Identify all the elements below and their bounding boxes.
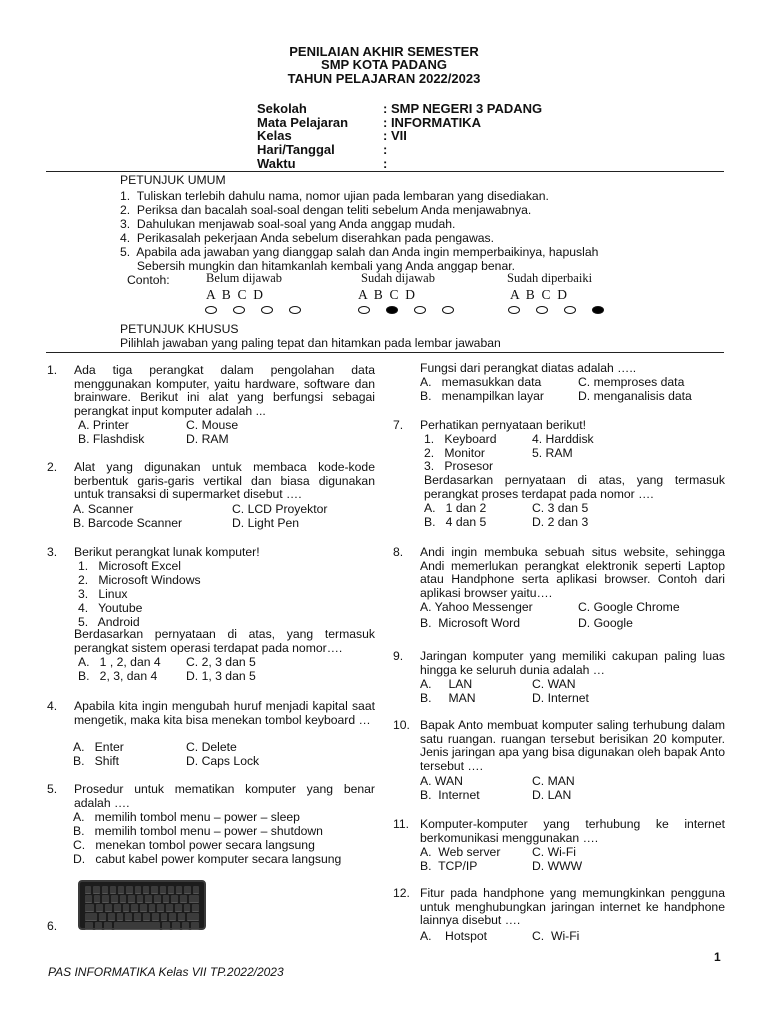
option-b: B. Barcode Scanner — [73, 516, 183, 530]
question-7 — [393, 419, 727, 533]
question-number: 8. — [393, 545, 404, 559]
list-item: 1. Microsoft Excel — [78, 559, 181, 573]
time-label: Waktu — [257, 156, 296, 171]
example-unanswered-bubbles — [205, 306, 301, 314]
option-c: C. 2, 3 dan 5 — [186, 655, 256, 669]
class-label: Kelas — [257, 128, 292, 143]
example-answered-letters: A B C D — [358, 287, 416, 302]
option-c: C. Google Chrome — [578, 600, 680, 614]
answer-bubble-filled — [386, 306, 398, 314]
option-b: B. memilih tombol menu – power – shutdown — [73, 824, 323, 838]
question-4 — [47, 700, 377, 772]
option-b: B. MAN — [420, 691, 476, 705]
answer-bubble — [358, 306, 370, 314]
option-d: D. Caps Lock — [186, 754, 260, 768]
option-d: D. 1, 3 dan 5 — [186, 669, 256, 683]
list-item: 3. Prosesor — [424, 459, 494, 473]
option-b: B. TCP/IP — [420, 859, 478, 873]
option-a: A. Yahoo Messenger — [420, 600, 533, 614]
option-b: B. 4 dan 5 — [424, 515, 487, 529]
instruction-item: 5. Apabila ada jawaban yang dianggap salah dan Anda ingin memperbaikinya, hapuslah — [120, 245, 599, 259]
list-item: 2. Monitor — [424, 446, 485, 460]
question-text: Berdasarkan pernyataan di atas, yang termasuk perangkat proses terdapat pada nomor …. — [424, 473, 725, 501]
option-c: C. WAN — [532, 677, 576, 691]
question-number: 10. — [393, 718, 410, 732]
question-text: Fitur pada handphone yang memungkinkan pengguna untuk menghubungkan jaringan internet ke handphone lainnya disebut …. — [420, 886, 725, 927]
page-number: 1 — [714, 950, 721, 964]
example-corrected-letters: A B C D — [510, 287, 568, 302]
exam-title: PENILAIAN AKHIR SEMESTER — [289, 44, 479, 59]
answer-bubble-filled — [592, 306, 604, 314]
question-text: Andi ingin membuka sebuah situs website, sehingga Andi memerlukan perangkat elektronik seperti Laptop atau Handphone serta aplikasi browser. Contoh dari aplikasi browser yaitu…. — [420, 545, 725, 600]
question-5 — [47, 783, 377, 869]
example-corrected-title: Sudah diperbaiki — [507, 271, 593, 285]
instruction-item: 2. Periksa dan bacalah soal-soal dengan teliti sebelum Anda menjawabnya. — [120, 203, 532, 217]
option-c: C. menekan tombol power secara langsung — [73, 838, 315, 852]
question-text: Perhatikan pernyataan berikut! — [420, 418, 586, 432]
question-text: Fungsi dari perangkat diatas adalah ….. — [420, 361, 637, 375]
school-label: Sekolah — [257, 101, 307, 116]
question-3 — [47, 546, 377, 686]
option-a: A. 1 , 2, dan 4 — [78, 655, 161, 669]
question-6-number: 6. — [47, 919, 58, 933]
question-number: 11. — [393, 817, 410, 831]
question-6 — [393, 362, 727, 406]
option-a: A. memasukkan data — [420, 375, 542, 389]
option-b: B. Microsoft Word — [420, 616, 521, 630]
example-answered-title: Sudah dijawab — [361, 271, 435, 285]
question-number: 12. — [393, 886, 410, 900]
keyboard-image — [78, 880, 206, 930]
footer-text: PAS INFORMATIKA Kelas VII TP.2022/2023 — [48, 965, 284, 979]
option-a: A. WAN — [420, 774, 463, 788]
question-number: 4. — [47, 699, 58, 713]
example-label: Contoh: — [127, 273, 170, 287]
option-a: A. Web server — [420, 845, 501, 859]
option-c: C. LCD Proyektor — [232, 502, 328, 516]
option-c: C. Wi-Fi — [532, 845, 576, 859]
general-instructions-title: PETUNJUK UMUM — [120, 173, 226, 187]
option-d: D. Google — [578, 616, 633, 630]
specific-instructions-title: PETUNJUK KHUSUS — [120, 322, 239, 336]
example-unanswered-title: Belum dijawab — [206, 271, 283, 285]
school-name: SMP KOTA PADANG — [321, 57, 447, 72]
question-text: Prosedur untuk mematikan komputer yang benar adalah …. — [74, 782, 375, 810]
option-a: A. Printer — [78, 418, 129, 432]
option-b: B. Internet — [420, 788, 480, 802]
option-d: D. menganalisis data — [578, 389, 692, 403]
question-1 — [47, 364, 377, 448]
question-text: Apabila kita ingin mengubah huruf menjadi kapital saat mengetik, maka kita bisa menekan tombol keyboard … — [74, 699, 375, 727]
answer-bubble — [289, 306, 301, 314]
school-value: : SMP NEGERI 3 PADANG — [383, 101, 543, 116]
example-corrected-bubbles — [508, 306, 604, 314]
question-text: Bapak Anto membuat komputer saling terhubung dalam satu ruangan. ruangan tersebut berisikan 20 komputer. Jenis jaringan apa yang bisa digunakan oleh bapak Anto tersebut …. — [420, 718, 725, 773]
question-text: Berdasarkan pernyataan di atas, yang termasuk perangkat sistem operasi terdapat pada nomor…. — [74, 627, 375, 655]
answer-bubble — [536, 306, 548, 314]
header-divider — [46, 171, 724, 172]
option-d: D. cabut kabel power komputer secara langsung — [73, 852, 342, 866]
option-d: D. 2 dan 3 — [532, 515, 589, 529]
question-number: 2. — [47, 460, 58, 474]
option-d: D. LAN — [532, 788, 572, 802]
question-11 — [393, 818, 727, 874]
option-b: B. 2, 3, dan 4 — [78, 669, 158, 683]
academic-year: TAHUN PELAJARAN 2022/2023 — [287, 71, 481, 86]
time-value: : — [383, 156, 388, 171]
question-text: Jaringan komputer yang memiliki cakupan paling luas hingga ke seluruh dunia adalah … — [420, 649, 725, 677]
list-item: 4. Harddisk — [532, 432, 594, 446]
option-c: C. Wi-Fi — [532, 929, 580, 943]
answer-bubble — [564, 306, 576, 314]
option-a: A. LAN — [420, 677, 473, 691]
question-number: 1. — [47, 363, 58, 377]
question-text: Alat yang digunakan untuk membaca kode-kode berbentuk garis-garis vertikal dan biasa digunakan untuk transaksi di supermarket disebut …. — [74, 460, 375, 501]
option-a: A. Hotspot — [420, 929, 488, 943]
answer-bubble — [442, 306, 454, 314]
list-item: 5. RAM — [532, 446, 573, 460]
answer-bubble — [508, 306, 520, 314]
option-d: D. WWW — [532, 859, 583, 873]
option-a: A. Scanner — [73, 502, 134, 516]
instruction-item: Sebersih mungkin dan hitamkanlah kembali yang Anda anggap benar. — [120, 259, 516, 273]
instructions-divider — [46, 352, 724, 353]
question-text: Berikut perangkat lunak komputer! — [74, 545, 260, 559]
question-number: 3. — [47, 545, 58, 559]
date-label: Hari/Tanggal — [257, 142, 335, 157]
question-12 — [393, 887, 727, 945]
option-b: B. Flashdisk — [78, 432, 145, 446]
subject-value: : INFORMATIKA — [383, 115, 481, 130]
class-value: : VII — [383, 128, 407, 143]
answer-bubble — [205, 306, 217, 314]
answer-bubble — [233, 306, 245, 314]
option-a: A. memilih tombol menu – power – sleep — [73, 810, 300, 824]
subject-label: Mata Pelajaran — [257, 115, 349, 130]
question-text: Ada tiga perangkat dalam pengolahan data menggunakan komputer, yaitu hardware, software dan brainware. Berikut ini alat yang berfungsi sebagai perangkat input komputer adalah ... — [74, 363, 375, 418]
question-number: 5. — [47, 782, 58, 796]
list-item: 3. Linux — [78, 587, 128, 601]
option-c: C. memproses data — [578, 375, 685, 389]
option-b: B. menampilkan layar — [420, 389, 544, 403]
option-c: C. 3 dan 5 — [532, 501, 589, 515]
list-item: 1. Keyboard — [424, 432, 497, 446]
option-d: D. RAM — [186, 432, 229, 446]
instruction-item: 4. Perikasalah pekerjaan Anda sebelum diserahkan pada pengawas. — [120, 231, 495, 245]
option-a: A. 1 dan 2 — [424, 501, 487, 515]
question-text: Komputer-komputer yang terhubung ke internet berkomunikasi menggunakan …. — [420, 817, 725, 845]
answer-bubble — [414, 306, 426, 314]
list-item: 5. Android — [78, 615, 140, 629]
list-item: 4. Youtube — [78, 601, 143, 615]
option-c: C. MAN — [532, 774, 575, 788]
specific-instructions-text: Pilihlah jawaban yang paling tepat dan hitamkan pada lembar jawaban — [120, 336, 501, 350]
question-number: 9. — [393, 649, 404, 663]
question-8 — [393, 546, 727, 634]
example-answered-bubbles — [358, 306, 454, 314]
question-9 — [393, 650, 727, 706]
option-d: D. Light Pen — [232, 516, 300, 530]
option-d: D. Internet — [532, 691, 589, 705]
question-10 — [393, 719, 727, 805]
option-a: A. Enter — [73, 740, 124, 754]
option-c: C. Mouse — [186, 418, 239, 432]
list-item: 2. Microsoft Windows — [78, 573, 201, 587]
option-c: C. Delete — [186, 740, 237, 754]
question-number: 7. — [393, 418, 404, 432]
answer-bubble — [261, 306, 273, 314]
instruction-item: 1. Tuliskan terlebih dahulu nama, nomor ujian pada lembaran yang disediakan. — [120, 189, 549, 203]
instruction-item: 3. Dahulukan menjawab soal-soal yang Anda anggap mudah. — [120, 217, 456, 231]
example-unanswered-letters: A B C D — [206, 287, 264, 302]
question-2 — [47, 461, 377, 533]
option-b: B. Shift — [73, 754, 120, 768]
date-value: : — [383, 142, 388, 157]
